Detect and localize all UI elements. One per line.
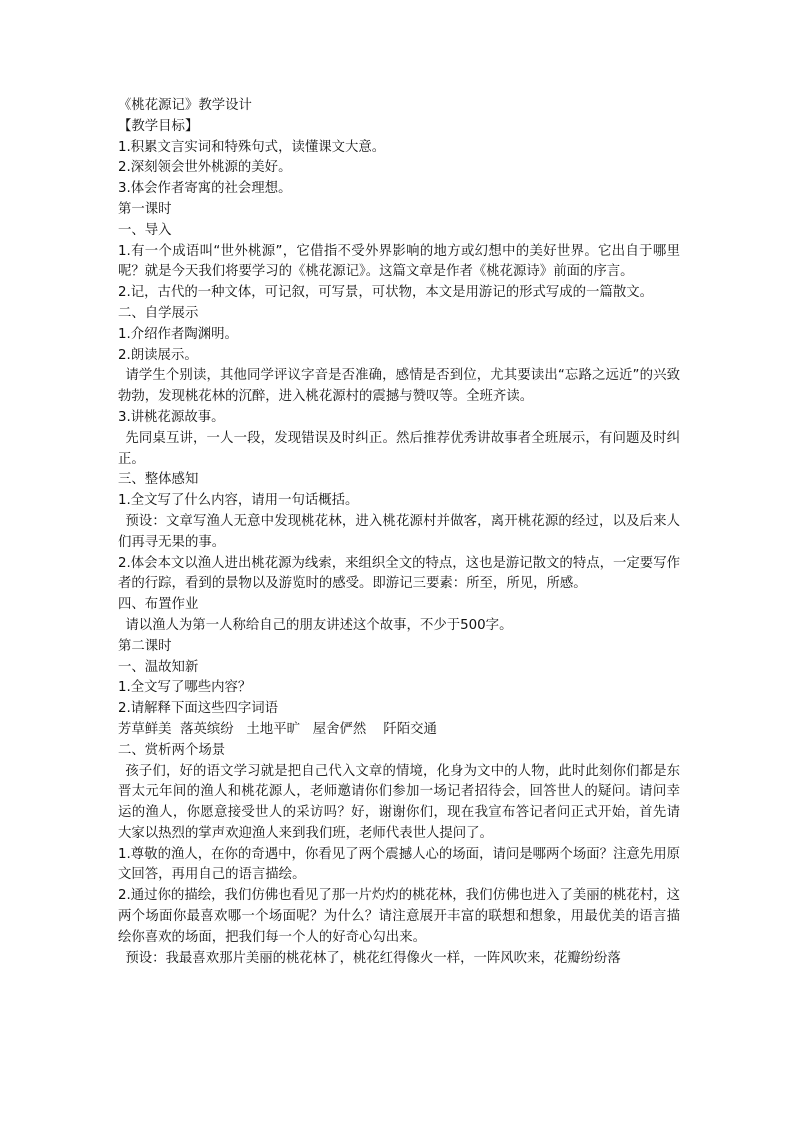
body-line: 请以渔人为第一人称给自己的朋友讲述这个故事，不少于500字。 (125, 617, 513, 633)
section-heading: 【教学目标】 (118, 118, 199, 134)
list-item: 1.全文写了什么内容，请用一句话概括。 (118, 493, 359, 509)
body-paragraph: 2.记，古代的一种文体，可记叙，可写景，可状物，本文是用游记的形式写成的一篇散文。 (118, 285, 654, 301)
objective-item: 2.深刻领会世外桃源的美好。 (118, 160, 292, 176)
list-item: 1.全文写了哪些内容？ (118, 680, 252, 696)
section-heading: 二、赏析两个场景 (118, 742, 226, 758)
body-paragraph: 预设：文章写渔人无意中发现桃花林，进入桃花源村并做客，离开桃花源的经过，以及后来人们再寻无果的事。 (118, 513, 680, 550)
section-heading: 三、整体感知 (118, 472, 199, 488)
body-paragraph: 先同桌互讲，一人一段，发现错误及时纠正。然后推荐优秀讲故事者全班展示，有问题及时纠正。 (118, 430, 680, 467)
document-page (118, 96, 680, 969)
body-paragraph: 2.通过你的描绘，我们仿佛也看见了那一片灼灼的桃花林，我们仿佛也进入了美丽的桃花村，这两个场面你最喜欢哪一个场面呢？为什么？请注意展开丰富的联想和想象，用最优美的语言描绘你喜欢的场面，把我们每一个人的好奇心勾出来。 (118, 888, 680, 945)
lesson-heading: 第二课时 (118, 638, 172, 654)
vocabulary-line: 芳草鲜美 落英缤纷 土地平旷 屋舍俨然 阡陌交通 (118, 721, 437, 737)
body-line: 预设：我最喜欢那片美丽的桃花林了，桃花红得像火一样，一阵风吹来，花瓣纷纷落 (125, 950, 621, 966)
body-paragraph: 孩子们，好的语文学习就是把自己代入文章的情境，化身为文中的人物，此时此刻你们都是东晋太元年间的渔人和桃花源人，老师邀请你们参加一场记者招待会，回答世人的疑问。请问幸运的渔人，你愿意接受世人的采访吗？好，谢谢你们，现在我宣布答记者问正式开始，首先请大家以热烈的掌声欢迎渔人来到我们班，老师代表世人提问了。 (118, 763, 680, 841)
list-item: 2.朗读展示。 (118, 347, 198, 363)
lesson-heading: 第一课时 (118, 201, 172, 217)
objective-item: 3.体会作者寄寓的社会理想。 (118, 181, 292, 197)
body-paragraph: 1.尊敬的渔人，在你的奇遇中，你看见了两个震撼人心的场面，请问是哪两个场面？注意先用原文回答，再用自己的语言描绘。 (118, 846, 680, 883)
list-item: 1.介绍作者陶渊明。 (118, 326, 238, 342)
body-paragraph: 请学生个别读，其他同学评议字音是否准确，感情是否到位，尤其要读出“忘路之远近”的兴致勃勃，发现桃花林的沉醉，进入桃花源村的震撼与赞叹等。全班齐读。 (118, 368, 680, 405)
body-paragraph: 2.体会本文以渔人进出桃花源为线索，来组织全文的特点，这也是游记散文的特点，一定要写作者的行踪，看到的景物以及游览时的感受。即游记三要素：所至，所见，所感。 (118, 555, 680, 592)
section-heading: 四、布置作业 (118, 597, 199, 613)
list-item: 3.讲桃花源故事。 (118, 409, 225, 425)
body-paragraph: 1.有一个成语叫“世外桃源”，它借指不受外界影响的地方或幻想中的美好世界。它出自于哪里呢？就是今天我们将要学习的《桃花源记》。这篇文章是作者《桃花源诗》前面的序言。 (118, 243, 680, 280)
objective-item: 1.积累文言实词和特殊句式，读懂课文大意。 (118, 139, 386, 155)
section-heading: 一、导入 (118, 222, 172, 238)
section-heading: 二、自学展示 (118, 305, 199, 321)
document-title: 《桃花源记》教学设计 (118, 98, 252, 113)
list-item: 2.请解释下面这些四字词语 (118, 701, 279, 717)
section-heading: 一、温故知新 (118, 659, 199, 675)
